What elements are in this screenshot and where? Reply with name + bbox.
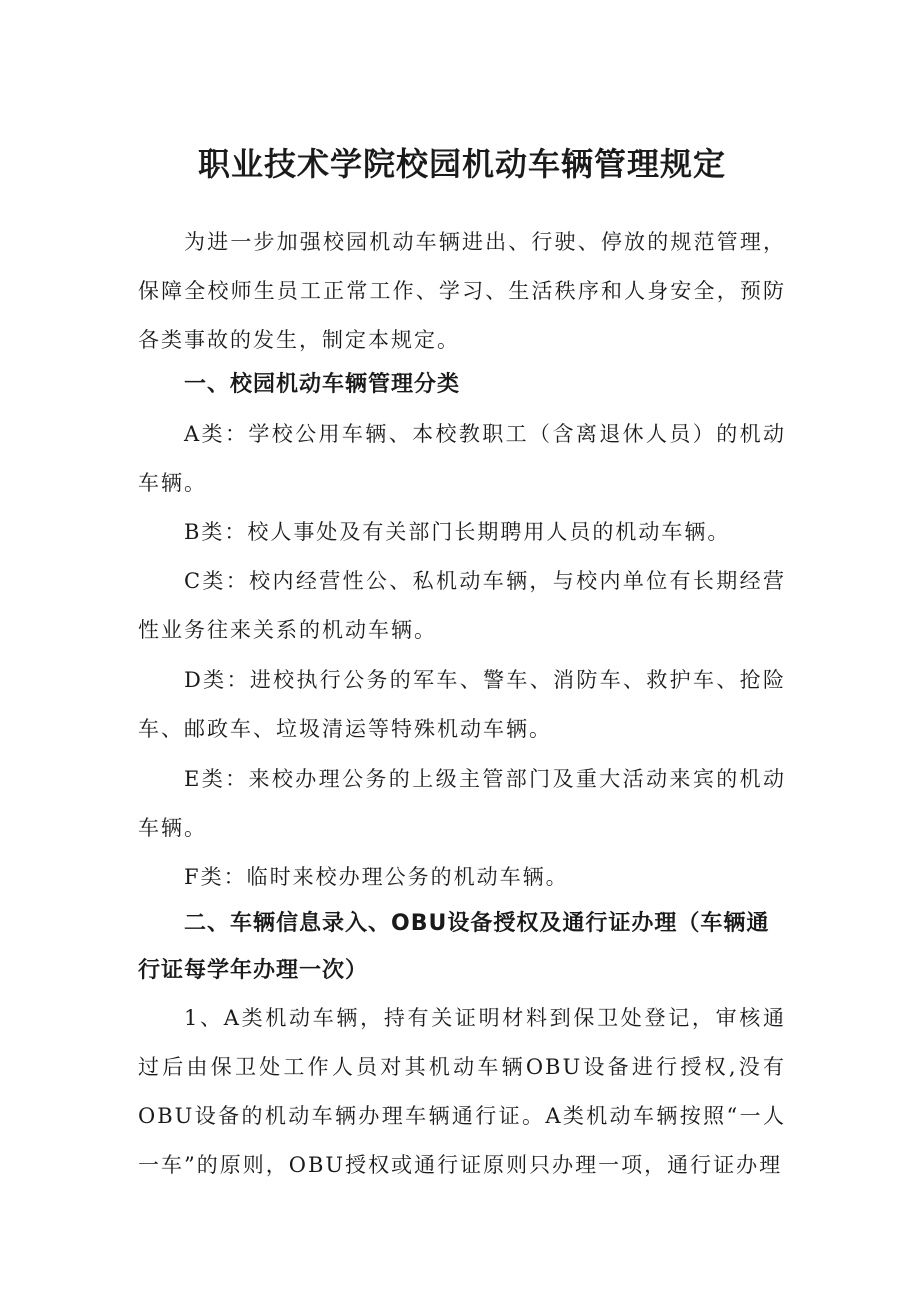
category-e-paragraph: E类：来校办理公务的上级主管部门及重大活动来宾的机动车辆。 [138,767,786,840]
section-2-heading: 二、车辆信息录入、OBU设备授权及通行证办理（车辆通行证每学年办理一次） [138,911,770,983]
document-title: 职业技术学院校园机动车辆管理规定 [197,145,726,183]
section-2-paragraph-1: 1、A类机动车辆，持有关证明材料到保卫处登记，审核通过后由保卫处工作人员对其机动车辆OBU设备进行授权,没有OBU设备的机动车辆办理车辆通行证。A类机动车辆按照“一人一车”的原则，OBU授权或通行证原则只办理一项，通行证办理 [138,1006,786,1177]
category-f-paragraph: F类：临时来校办理公务的机动车辆。 [184,865,569,889]
category-c-paragraph: C类：校内经营性公、私机动车辆，与校内单位有长期经营性业务往来关系的机动车辆。 [138,569,786,642]
section-1-heading: 一、校园机动车辆管理分类 [184,372,461,397]
category-d-paragraph: D类：进校执行公务的军车、警车、消防车、救护车、抢险车、邮政车、垃圾清运等特殊机动车辆。 [138,668,786,741]
intro-paragraph: 为进一步加强校园机动车辆进出、行驶、停放的规范管理，保障全校师生员工正常工作、学习、生活秩序和人身安全，预防各类事故的发生，制定本规定。 [138,230,786,352]
category-b-paragraph: B类：校人事处及有关部门长期聘用人员的机动车辆。 [184,520,731,544]
category-a-paragraph: A类：学校公用车辆、本校教职工（含离退休人员）的机动车辆。 [138,422,786,495]
